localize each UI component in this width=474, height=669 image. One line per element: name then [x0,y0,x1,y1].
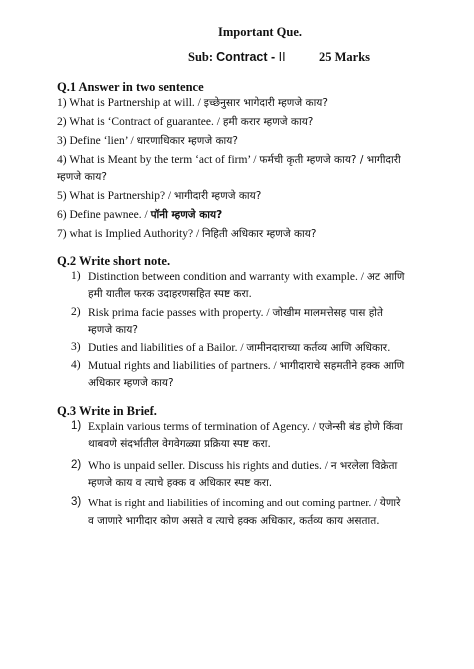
item-mr: म्हणजे काय? [88,324,138,336]
item-number: 2) [71,459,82,471]
q1-item-mr: इच्छेनुसार भागेदारी म्हणजे काय? [203,97,328,109]
item-number: 3) [71,496,82,508]
total-marks: 25 Marks [319,50,371,64]
item-number: 4) [71,359,81,371]
q1-heading: Q.1 Answer in two sentence [57,80,204,94]
item-number: 2) [71,306,81,318]
item-en: What is right and liabilities of incoming and out coming partner. / [88,497,380,509]
q1-item [57,153,401,167]
q1-item-mr: म्हणजे काय? [57,171,107,183]
q1-item-en: 3) Define ‘lien’ / [57,135,137,147]
item-en: Who is unpaid seller. Discuss his rights and duties. / [88,460,331,472]
item-number: 3) [71,341,81,353]
item-mr: म्हणजे काय व त्याचे हक्क व अधिकार स्पष्ट करा. [88,477,273,489]
q1-item [57,134,238,148]
item-en: Duties and liabilities of a Bailor. / [88,342,247,354]
item-number: 1) [71,270,81,282]
q1-item-mr: धारणाधिकार म्हणजे काय? [136,135,238,147]
item-line [88,359,404,373]
item-mr: येणारे [379,497,401,509]
q1-item-en: 5) What is Partnership? / [57,190,174,202]
subject-prefix: Sub: [188,50,217,64]
q1-item [57,189,261,203]
q3-heading: Q.3 Write in Brief. [57,404,157,418]
q1-item-en: 1) What is Partnership at will. / [57,97,204,109]
q1-item-en: 2) What is ‘Contract of guarantee. / [57,116,223,128]
item-mr: जामीनदाराच्या कर्तव्य आणि अधिकार. [246,342,391,354]
subject-roman: II [278,50,286,64]
q1-item-mr: हमी करार म्हणजे काय? [222,116,314,128]
item-number: 1) [71,420,82,432]
item-line [88,306,383,320]
q1-item-mr: पॉनी म्हणजे काय? [150,209,223,221]
item-mr: भागीदाराचे सहमतीने हक्क आणि [279,360,405,372]
q2-heading: Q.2 Write short note. [57,254,171,268]
q1-item-en: 4) What is Meant by the term ‘act of firm’ / [57,154,260,166]
item-mr: न भरलेला विक्रेता [330,460,398,472]
q1-item-mr: फर्मची कृती म्हणजे काय? / भागीदारी [259,154,401,166]
item-mr: थाबवणे संदर्भातील वेगवेगळ्या प्रक्रिया स्पष्ट करा. [88,438,271,450]
q1-item [57,208,222,222]
q1-item [57,227,316,241]
q1-item-en: 7) what is Implied Authority? / [57,228,203,240]
item-line [88,420,402,434]
item-mr: हमी यातील फरक उदाहरणसहित स्पष्ट करा. [88,288,252,300]
subject-name: Contract - [216,50,279,64]
item-en: Risk prima facie passes with property. / [88,307,273,319]
item-mr: जोखीम मालमत्तेसह पास होते [272,307,383,319]
q1-item [57,115,313,129]
item-mr: एजेन्सी बंड होणे किंवा [318,421,403,433]
item-line [88,496,400,510]
item-mr: अधिकार म्हणजे काय? [88,377,174,389]
item-en: Mutual rights and liabilities of partners. / [88,360,280,372]
item-line [88,341,390,355]
q1-item-en: 6) Define pawnee. / [57,209,151,221]
q1-item [57,96,328,110]
item-en: Explain various terms of termination of Agency. / [88,421,319,433]
item-mr: व जाणारे भागीदार कोण असते व त्याचे हक्क अधिकार, कर्तव्य काय असतात. [88,515,380,527]
q1-item-mr: निहिती अधिकार म्हणजे काय? [202,228,317,240]
item-mr: अट आणि [366,271,405,283]
document-title: Important Que. [218,25,303,39]
q1-item-mr: भागीदारी म्हणजे काय? [174,190,262,202]
item-en: Distinction between condition and warranty with example. / [88,271,367,283]
q1-item-continued [57,170,107,184]
item-line [88,270,405,284]
subject-line [188,50,286,65]
item-line [88,459,397,473]
